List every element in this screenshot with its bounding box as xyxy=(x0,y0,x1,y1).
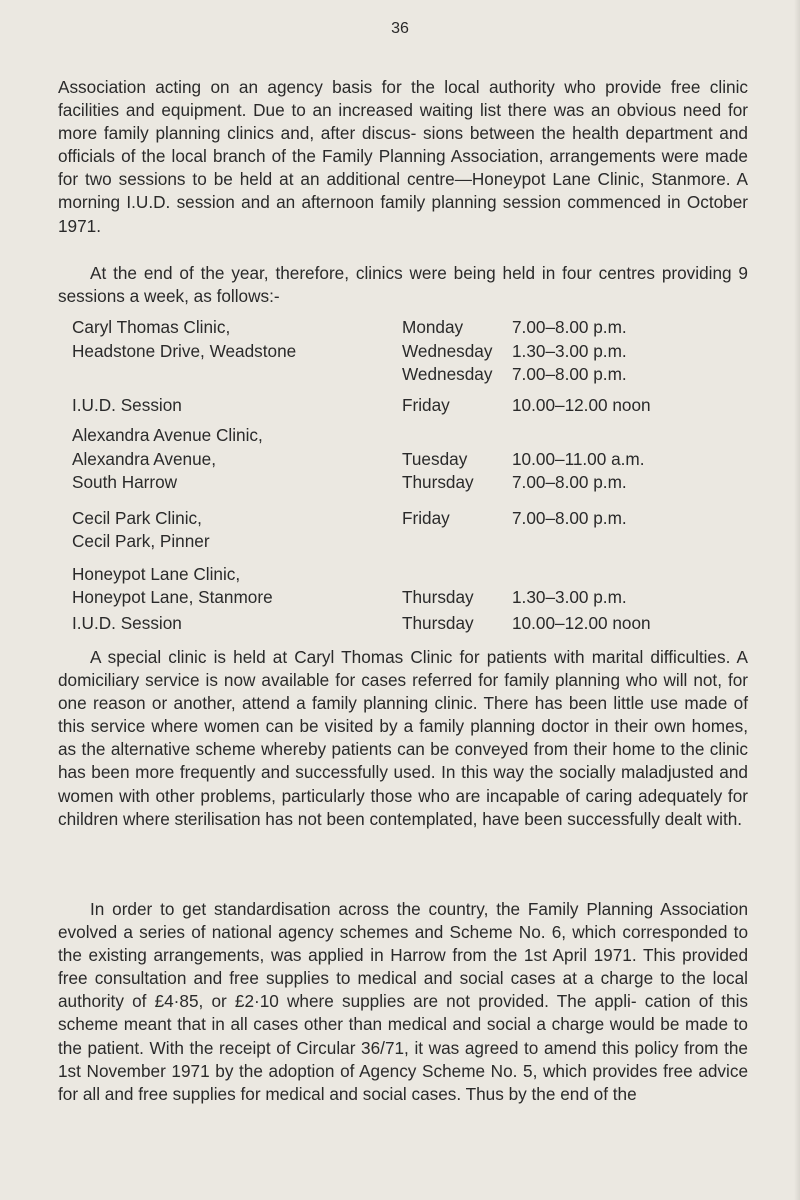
paragraph-special-clinic: A special clinic is held at Caryl Thomas Clinic for patients with marital difficulties. A domiciliary service is now available for cases referred for family planning who will not, for one reason or another, attend a family planning clinic. There has been little use made of this service where women can be visited by a family planning doctor in their own homes, as the alternative scheme whereby patients can be conveyed from their home to the clinic has been more frequently and successfully used. In this way the socially maladjusted and women with other problems, particularly those who are incapable of caring adequately for children where sterilisation has not been contemplated, have been successfully dealt with. xyxy=(58,647,748,829)
clinic-name: Caryl Thomas Clinic, xyxy=(72,317,231,337)
session-time: 10.00–11.00 a.m. xyxy=(512,449,645,469)
session-time: 1.30–3.00 p.m. xyxy=(512,587,627,607)
clinic-session: I.U.D. Session xyxy=(72,395,182,415)
session-day: Wednesday xyxy=(402,341,493,361)
session-day: Friday xyxy=(402,508,450,528)
session-time: 7.00–8.00 p.m. xyxy=(512,317,627,337)
clinic-name: Cecil Park Clinic, xyxy=(72,508,202,528)
clinic-address: Honeypot Lane, Stanmore xyxy=(72,587,273,607)
page-number: 36 xyxy=(391,20,409,37)
session-day: Thursday xyxy=(402,613,474,633)
session-time: 1.30–3.00 p.m. xyxy=(512,341,627,361)
clinic-address: Alexandra Avenue, xyxy=(72,449,216,469)
clinic-session: I.U.D. Session xyxy=(72,613,182,633)
session-time: 7.00–8.00 p.m. xyxy=(512,472,627,492)
session-day: Wednesday xyxy=(402,364,493,384)
session-day: Monday xyxy=(402,317,464,337)
session-day: Thursday xyxy=(402,472,474,492)
clinic-address: Headstone Drive, Weadstone xyxy=(72,341,297,361)
session-day: Friday xyxy=(402,395,450,415)
paragraph-agency-arrangements: Association acting on an agency basis for the local authority who provide free clinic facilities and equipment. Due to an increased waiting list there was an obvious need for more family planning clinics and, after discus- sions between the health department and officials of the local branch of the Family Planning Association, arrangements were made for two sessions to be held at an additional centre—Honeypot Lane Clinic, Stanmore. A morning I.U.D. session and an afternoon family planning session commenced in October 1971. xyxy=(58,77,748,236)
paragraph-agency-schemes: In order to get standardisation across the country, the Family Planning Association evolved a series of national agency schemes and Scheme No. 6, which corresponded to the existing arrangements, was applied in Harrow from the 1st April 1971. This provided free consultation and free supplies to medical and social cases at a charge to the local authority of £4·85, or £2·10 where supplies are not provided. The appli- cation of this scheme meant that in all cases other than medical and social a charge would be made to the patient. With the receipt of Circular 36/71, it was agreed to amend this policy from the 1st November 1971 by the adoption of Agency Scheme No. 5, which provides free advice for all and free supplies for medical and social cases. Thus by the end of the xyxy=(58,899,748,1104)
clinic-name: Honeypot Lane Clinic, xyxy=(72,564,241,584)
clinic-name: Alexandra Avenue Clinic, xyxy=(72,425,263,445)
session-time: 10.00–12.00 noon xyxy=(512,395,651,415)
session-day: Tuesday xyxy=(402,449,468,469)
session-time: 7.00–8.00 p.m. xyxy=(512,364,627,384)
clinic-address: Cecil Park, Pinner xyxy=(72,531,210,551)
session-day: Thursday xyxy=(402,587,474,607)
session-time: 10.00–12.00 noon xyxy=(512,613,651,633)
paragraph-clinic-centres-intro: At the end of the year, therefore, clinics were being held in four centres providing 9 sessions a week, as follows:- xyxy=(58,263,748,307)
clinic-address: South Harrow xyxy=(72,472,178,492)
session-time: 7.00–8.00 p.m. xyxy=(512,508,627,528)
